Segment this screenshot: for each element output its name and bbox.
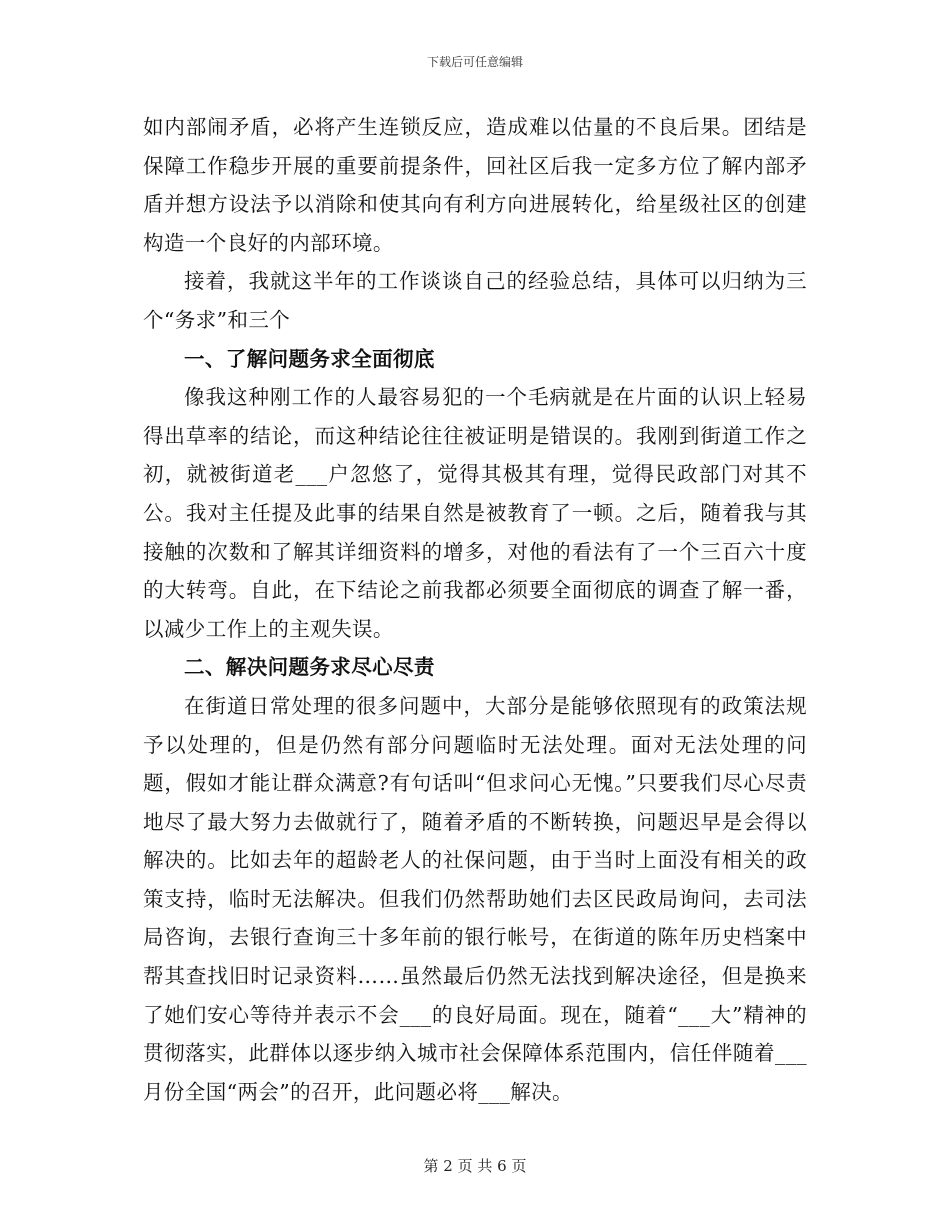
paragraph-2: 接着，我就这半年的工作谈谈自己的经验总结，具体可以归纳为三个“务求”和三个 xyxy=(143,269,807,332)
document-body xyxy=(143,108,807,1111)
section-heading-2: 二、解决问题务求尽心尽责 xyxy=(184,655,435,680)
page-header: 下载后可任意编辑 xyxy=(426,55,523,69)
paragraph-3: 像我这种刚工作的人最容易犯的一个毛病就是在片面的认识上轻易得出草率的结论，而这种结论往往被证明是错误的。我刚到街道工作之初，就被街道老___户忽悠了，觉得其极其有理，觉得民政部门对其不公。我对主任提及此事的结果自然是被教育了一顿。之后，随着我与其接触的次数和了解其详细资料的增多，对他的看法有了一个三百六十度的大转弯。自此，在下结论之前我都必须要全面彻底的调查了解一番，以减少工作上的主观失误。 xyxy=(143,385,807,641)
page-footer: 第 2 页 共 6 页 xyxy=(423,1157,527,1175)
section-heading-1: 一、了解问题务求全面彻底 xyxy=(184,346,435,371)
paragraph-1: 如内部闹矛盾，必将产生连锁反应，造成难以估量的不良后果。团结是保障工作稳步开展的重要前提条件，回社区后我一定多方位了解内部矛盾并想方设法予以消除和使其向有利方向进展转化，给星级社区的创建构造一个良好的内部环境。 xyxy=(143,115,807,255)
paragraph-4: 在街道日常处理的很多问题中，大部分是能够依照现有的政策法规予以处理的，但是仍然有部分问题临时无法处理。面对无法处理的问题，假如才能让群众满意?有句话叫“但求问心无愧。”只要我们尽心尽责地尽了最大努力去做就行了，随着矛盾的不断转换，问题迟早是会得以解决的。比如去年的超龄老人的社保问题，由于当时上面没有相关的政策支持，临时无法解决。但我们仍然帮助她们去区民政局询问，去司法局咨询，去银行查询三十多年前的银行帐号，在街道的陈年历史档案中帮其查找旧时记录资料……虽然最后仍然无法找到解决途径，但是换来了她们安心等待并表示不会___的良好局面。现在，随着“___大”精神的贯彻落实，此群体以逐步纳入城市社会保障体系范围内，信任伴随着___月份全国“两会”的召开，此问题必将___解决。 xyxy=(143,693,807,1104)
